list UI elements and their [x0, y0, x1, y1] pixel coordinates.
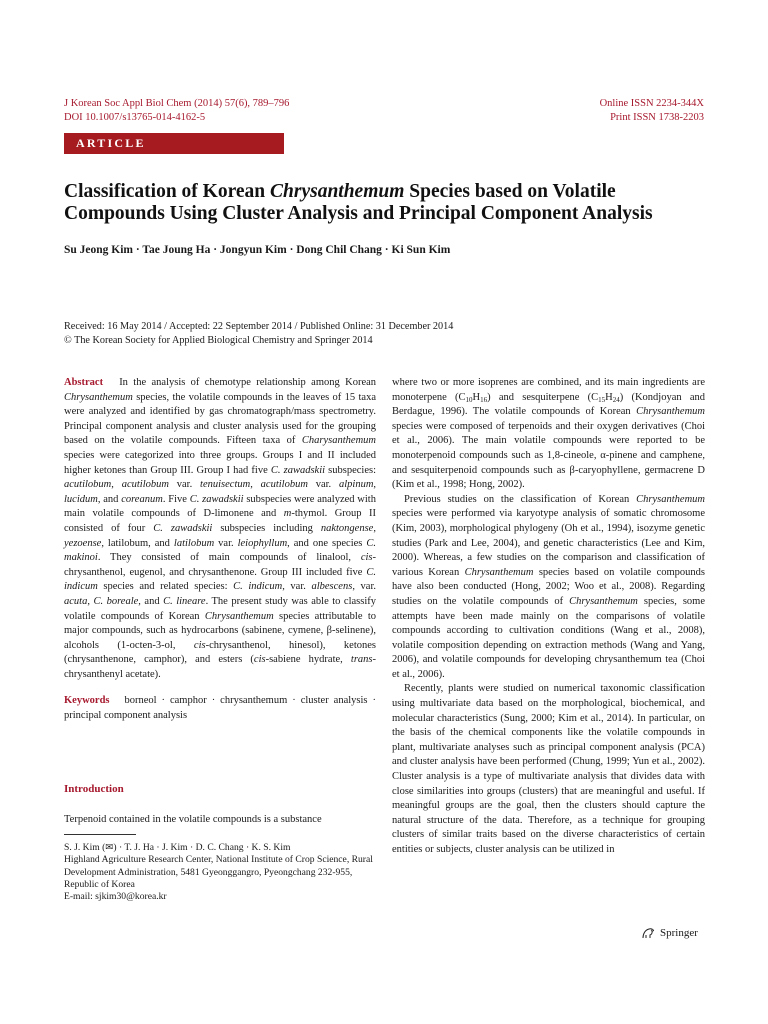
keywords-label: Keywords: [64, 695, 110, 707]
keywords-text: borneol · camphor · chrysanthemum · cluster analysis · principal component analysis: [64, 695, 376, 722]
author-list: Su Jeong Kim · Tae Joung Ha · Jongyun Kim · Dong Chil Chang · Ki Sun Kim: [64, 244, 451, 256]
abstract-paragraph: Abstract In the analysis of chemotype relationship among Korean Chrysanthemum species, the volatile compounds in the leaves of 15 taxa were analyzed and identified by gas chromatograph/mass spectrometry. Principal component analysis and cluster analysis used for the grouping based on the volatile compounds. Fifteen taxa of Charysanthemum species were categorized into three groups. Groups I and II included higher ketones than Group III. Group I had five C. zawadskii subspecies: acutilobum, acutilobum var. tenuisectum, acutilobum var. alpinum, lucidum, and coreanum. Five C. zawadskii subspecies were analyzed with main volatile compounds of D-limonene and m-thymol. Group II consisted of four C. zawadskii subspecies including naktongense, yezoense, latilobum, and latilobum var. leiophyllum, and one species C. makinoi. They consisted of main compounds of linalool, cis-chrysanthenol, eugenol, and chrysanthenone. Group III included five C. indicum species and related species: C. indicum, var. albescens, var. acuta, C. boreale, and C. lineare. The present study was able to classify volatile compounds of Korean Chrysanthemum species attributable to major compounds, such as hydrocarbons (sabinene, cymene, β-selinene), alcohols (1-octen-3-ol, cis-chrysanthenol, hinesol), ketones (chrysanthenone, camphor), and esters (cis-sabiene hydrate, trans-chrysanthenyl acetate).: [64, 377, 377, 680]
online-issn: Online ISSN 2234-344X: [599, 98, 704, 109]
article-type-label: ARTICLE: [76, 136, 146, 150]
publication-dates: [64, 320, 714, 347]
springer-horse-icon: [640, 926, 656, 940]
introduction-text: Terpenoid contained in the volatile compounds is a substance: [64, 814, 322, 825]
body-paragraph-1: where two or more isoprenes are combined, and its main ingredients are monoterpene $(C_{10}H_{16})$ and sesquiterpene $(C_{15}H_{24})$ (Kondjoyan and Berdague, 1996). The volatile compounds of Korean Chrysanthemum species were composed of terpenoids and their oxygen derivatives (Choi et al., 2006). The main volatile compounds were reported to be monoterpenoid compounds such as 1,8-cineole, α-pinene and camphene, and sesquiterpenoid compounds such as β-caryophyllene, germacrene D (Kim et al., 1998; Hong, 2002).: [392, 377, 705, 491]
affiliation-email[interactable]: E-mail: sjkim30@korea.kr: [64, 891, 167, 903]
publisher-logo: [640, 926, 698, 940]
body-paragraph-2: Previous studies on the classification of Korean Chrysanthemum species were performed via karyotype analysis of somatic chromosome (Kim, 2003), morphological phylogeny (Oh et al., 1994), isozyme genetic studies (Park and Lee, 2004), and genetic characteristics (Lee and Kim, 2000). Whereas, a few studies on the comparison and classification of various Korean Chrysanthemum species based on volatile compounds have also been conducted (Hong, 2002; Woo et al., 2008). Regarding studies on the volatile compounds of Chrysanthemum species, some attempts have been made mainly on the comparisons of volatile compounds according to cultivation conditions (Wang et al., 2008), volatile composition depending on extraction methods (Wang and Yang, 2006), and volatile compounds for developing chrysanthemum tea (Choi et al., 2006).: [392, 493, 705, 680]
title-text-rest: Species based on Volatile Compounds Using Cluster Analysis and Principal Component Analysis: [64, 181, 653, 224]
body-right-column: [392, 376, 705, 858]
affiliation-address: Highland Agriculture Research Center, National Institute of Crop Science, Rural Development Administration, 5481 Gyeonggangro, Pyeongchang 232-955, Republic of Korea: [64, 854, 373, 890]
article-type-banner: [64, 133, 284, 154]
title-italic: Chrysanthemum: [270, 181, 405, 202]
body-paragraph-3: Recently, plants were studied on numerical taxonomic classification using multivariate data based on the morphological, biochemical, and molecular characteristics (Sung, 2000; Kim et al., 2014). In particular, on the basis of the chemical components like the volatile compounds in plant, multivariate analyses such as principal component analysis (PCA) and cluster analysis have been performed (Chung, 1999; Yun et al., 2002). Cluster analysis is a type of multivariate analysis that divides data with close similarities into groups (clusters) that are meaningful and useful. If meaningful groups are the goal, then the clusters should capture the natural structure of the data. Therefore, as a technique for grouping clusters of similar traits based on the diverse characteristics of certain entities or subjects, cluster analysis can be utilized in: [392, 683, 705, 855]
paper-title: [64, 181, 714, 225]
title-text: Classification of Korean: [64, 181, 271, 202]
affiliation-footnote: [64, 842, 380, 903]
print-issn: Print ISSN 1738-2203: [610, 112, 704, 123]
abstract-block: [64, 376, 376, 724]
copyright-line: © The Korean Society for Applied Biological Chemistry and Springer 2014: [64, 334, 373, 346]
journal-line: J Korean Soc Appl Biol Chem (2014) 57(6), 789–796: [64, 98, 290, 109]
issn-block: [600, 97, 704, 125]
received-line: Received: 16 May 2014 / Accepted: 22 September 2014 / Published Online: 31 December 2014: [64, 321, 454, 332]
publisher-name: Springer: [660, 927, 698, 939]
journal-citation: [64, 97, 289, 125]
abstract-label: Abstract: [64, 377, 104, 388]
footnote-rule: [64, 834, 136, 835]
doi-line[interactable]: DOI 10.1007/s13765-014-4162-5: [64, 112, 206, 123]
keywords-paragraph: [64, 694, 376, 723]
introduction-heading: Introduction: [64, 783, 124, 795]
affiliation-names: S. J. Kim (✉) · T. J. Ha · J. Kim · D. C. Chang · K. S. Kim: [64, 842, 291, 853]
